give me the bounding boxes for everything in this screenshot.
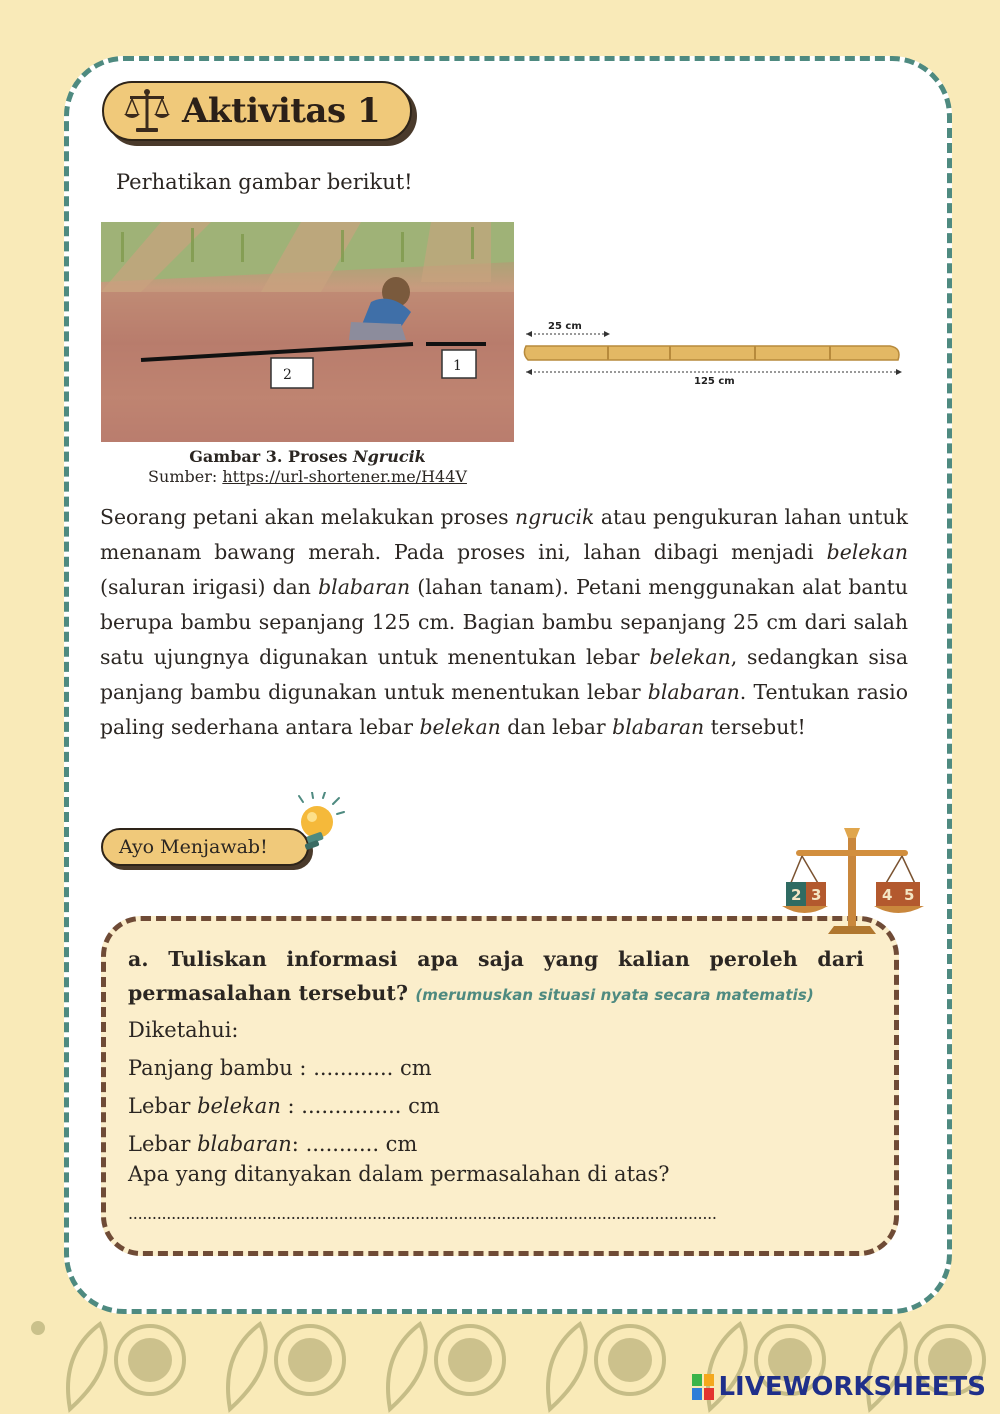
bamboo-total-label: 125 cm [694, 376, 735, 387]
activity-title: Aktivitas 1 [182, 91, 381, 131]
liveworksheets-logo-icon [692, 1374, 714, 1400]
balance-scale-icon [778, 820, 928, 938]
figure-caption [101, 447, 514, 486]
balance-digit: 2 [791, 886, 802, 904]
brand-name: LIVEWORKSHEETS [718, 1372, 986, 1402]
bamboo-diagram [520, 312, 910, 392]
intro-text: Perhatikan gambar berikut! [116, 170, 413, 194]
answer-blank[interactable]: ............ [313, 1056, 394, 1080]
asked-answer-line[interactable]: ........................................................................................................................... [128, 1204, 717, 1223]
liveworksheets-brand[interactable] [692, 1372, 986, 1402]
balance-digit: 4 [882, 886, 893, 904]
caption-source: Sumber: https://url-shortener.me/H44V [148, 467, 467, 486]
bamboo-segment-label: 25 cm [548, 321, 582, 332]
blabaran-width-field[interactable]: Lebar blabaran: ........... cm [128, 1132, 418, 1156]
photo-label-1: 1 [453, 358, 462, 374]
activity-title-badge [102, 81, 412, 141]
field-photo-illustration [101, 222, 514, 442]
asked-question: Apa yang ditanyakan dalam permasalahan di atas? [128, 1162, 670, 1186]
balance-scale-icon [122, 86, 172, 136]
lightbulb-icon [283, 792, 347, 862]
problem-text: Seorang petani akan melakukan proses ngrucik atau pengukuran lahan untuk menanam bawang merah. Pada proses ini, lahan dibagi menjadi belekan (saluran irigasi) dan blabaran (lahan tanam). Petani menggunakan alat bantu berupa bambu sepanjang 125 cm. Bagian bambu sepanjang 25 cm dari salah satu ujungnya digunakan untuk menentukan lebar belekan, sedangkan sisa panjang bambu digunakan untuk menentukan lebar blabaran. Tentukan rasio paling sederhana antara lebar belekan dan lebar blabaran tersebut! [100, 505, 909, 739]
photo-label-2: 2 [283, 367, 292, 383]
balance-digit: 3 [811, 886, 822, 904]
belekan-width-field[interactable]: Lebar belekan : ............... cm [128, 1094, 440, 1118]
answer-section-label: Ayo Menjawab! [101, 828, 309, 866]
answer-blank[interactable]: ........... [305, 1132, 379, 1156]
known-label: Diketahui: [128, 1018, 239, 1042]
question-a: a. Tuliskan informasi apa saja yang kalian peroleh dari permasalahan tersebut? (merumuskan situasi nyata secara matematis) [128, 947, 864, 1005]
caption-title: Gambar 3. Proses Ngrucik [189, 447, 426, 466]
question-hint: (merumuskan situasi nyata secara matematis) [415, 986, 814, 1004]
balance-digit: 5 [904, 886, 915, 904]
answer-blank[interactable]: ............... [301, 1094, 402, 1118]
source-link[interactable]: https://url-shortener.me/H44V [222, 467, 467, 486]
field-photo [101, 222, 514, 442]
bamboo-length-field[interactable]: Panjang bambu : ............ cm [128, 1056, 432, 1080]
